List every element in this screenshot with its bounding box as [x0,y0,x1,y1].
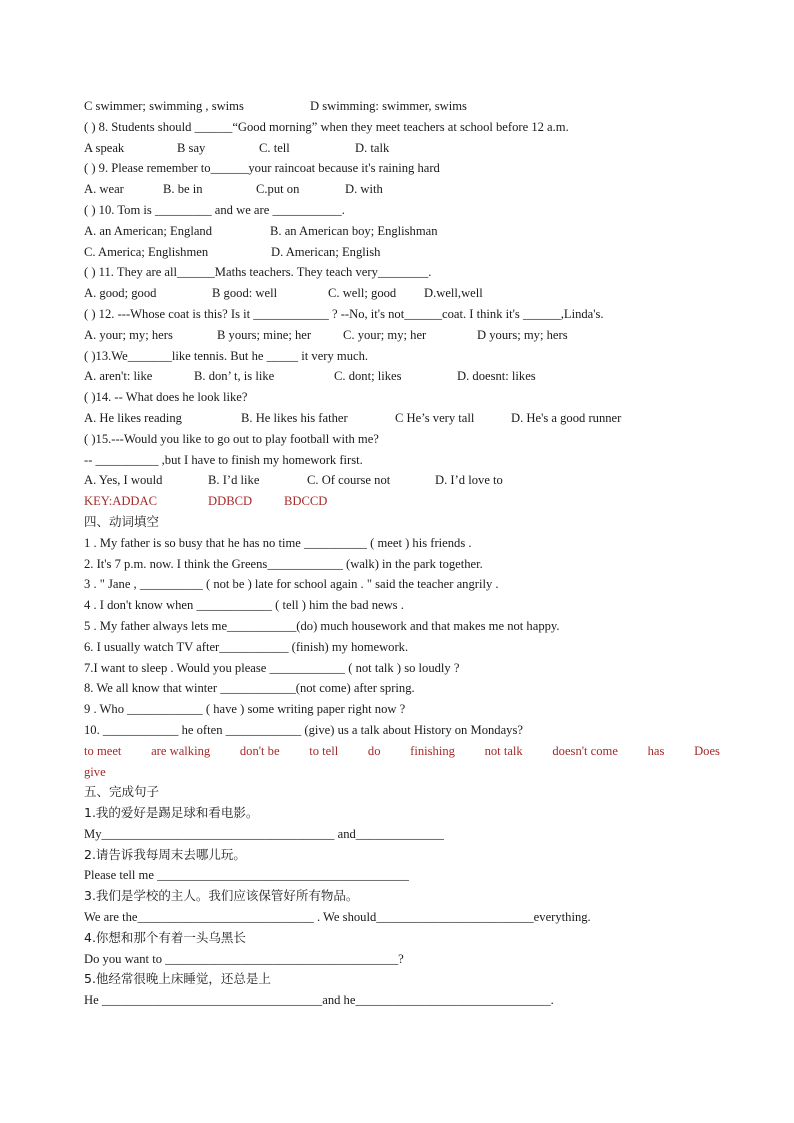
q9-options [84,179,734,200]
verb-answers [84,741,720,762]
q11-option-c: C. well; good [328,286,397,301]
verb-item: 8. We all know that winter ____________(not come) after spring. [84,681,415,696]
q13-option-c: C. dont; likes [334,369,402,384]
q10-option-b: B. an American boy; Englishman [270,223,438,238]
sentence-prompt-cn: 3.我们是学校的主人。我们应该保管好所有物品。 [84,888,359,904]
q11-options [84,283,734,304]
verb-item: 1 . My father is so busy that he has no time __________ ( meet ) his friends . [84,535,472,550]
sentence-answer-line: Do you want to _____________________________________? [84,951,404,966]
q10-options-row1 [84,221,734,242]
q13-option-b: B. don’ t, is like [194,369,275,384]
q14-options [84,408,734,429]
q8-option-b: B say [177,140,206,155]
q10-options-row2 [84,242,734,263]
verb-answer: to meet [84,743,122,758]
verb-item: 4 . I don't know when ____________ ( tell ) him the bad news . [84,598,404,613]
verb-item: 10. ____________ he often ____________ (give) us a talk about History on Mondays? [84,722,523,737]
q13-question: ( )13.We_______like tennis. But he _____ it very much. [84,348,369,363]
q9-option-a: A. wear [84,182,124,197]
verb-item: 6. I usually watch TV after___________ (finish) my homework. [84,639,409,654]
q12-option-a: A. your; my; hers [84,327,173,342]
q13-options [84,366,734,387]
q10-option-c: C. America; Englishmen [84,244,209,259]
answer-key [84,491,734,512]
q12-option-b: B yours; mine; her [217,327,312,342]
q10-option-d: D. American; English [271,244,381,259]
q14-question: ( )14. -- What does he look like? [84,390,248,405]
q11-option-b: B good: well [212,286,278,301]
q9-option-c: C.put on [256,182,300,197]
q12-option-c: C. your; my; her [343,327,427,342]
q15-question: ( )15.---Would you like to go out to play football with me? [84,431,379,446]
q9-question: ( ) 9. Please remember to______your raincoat because it's raining hard [84,161,440,176]
q12-options [84,325,734,346]
sentence-answer-line: We are the____________________________ . We should_________________________everything. [84,910,591,925]
verb-answer: not talk [484,743,523,758]
q14-option-d: D. He's a good runner [511,410,622,425]
q10-question: ( ) 10. Tom is _________ and we are ___________. [84,202,345,217]
verb-answer: finishing [410,743,455,758]
q11-option-d: D.well,well [424,286,483,301]
q15-option-b: B. I’d like [208,473,260,488]
q14-option-a: A. He likes reading [84,410,182,425]
q7-options [84,96,734,117]
q8-option-d: D. talk [355,140,390,155]
sentence-answer-line: Please tell me ________________________________________ [84,868,409,883]
sentence-answer-line: My_____________________________________ and______________ [84,826,444,841]
q10-option-a: A. an American; England [84,223,212,238]
verb-answer-wrap: give [84,764,106,779]
q15-option-a: A. Yes, I would [84,473,163,488]
sentence-prompt-cn: 1.我的爱好是踢足球和看电影。 [84,805,259,821]
q12-question: ( ) 12. ---Whose coat is this? Is it ____________ ? --No, it's not______coat. I think it's ______,Linda's. [84,306,604,321]
sentence-answer-line: He ___________________________________and he_______________________________. [84,993,554,1008]
answer-key-part: DDBCD [208,494,253,509]
verb-answer: to tell [309,743,339,758]
verb-item: 3 . " Jane , __________ ( not be ) late for school again . " said the teacher angrily . [84,577,499,592]
q9-option-d: D. with [345,182,383,197]
verb-item: 9 . Who ____________ ( have ) some writing paper right now ? [84,702,406,717]
q11-option-a: A. good; good [84,286,157,301]
q15-option-c: C. Of course not [307,473,391,488]
q8-question: ( ) 8. Students should ______“Good morning” when they meet teachers at school before 12 a.m. [84,119,569,134]
sentence-prompt-cn: 4.你想和那个有着一头乌黑长 [84,929,246,945]
sentence-prompt-cn: 2.请告诉我每周末去哪儿玩。 [84,846,246,862]
answer-key-part: BDCCD [284,494,328,509]
q8-option-c: C. tell [259,140,290,155]
verb-answer: do [367,743,381,758]
q8-option-a: A speak [84,140,125,155]
verb-answer: doesn't come [552,743,618,758]
q8-options [84,138,734,159]
q7-option-c: C swimmer; swimming , swims [84,99,244,113]
verb-answer: has [647,743,665,758]
q12-option-d: D yours; my; hers [477,327,568,342]
worksheet-content [84,96,734,1011]
q9-option-b: B. be in [163,182,203,197]
q15-option-d: D. I’d love to [435,473,503,488]
verb-answer: don't be [239,743,280,758]
q11-question: ( ) 11. They are all______Maths teachers. They teach very________. [84,265,432,280]
verb-answer: are walking [151,743,211,758]
section-4-title: 四、动词填空 [84,513,160,529]
answer-key-label: KEY:ADDAC [84,494,158,509]
section-5-title: 五、完成句子 [84,784,160,800]
q13-option-d: D. doesnt: likes [457,369,536,384]
verb-item: 2. It's 7 p.m. now. I think the Greens____________ (walk) in the park together. [84,556,483,571]
q15-reply: -- __________ ,but I have to finish my homework first. [84,452,363,467]
verb-item: 5 . My father always lets me___________(do) much housework and that makes me not happy. [84,618,560,633]
sentence-prompt-cn: 5.他经常很晚上床睡觉，还总是上 [84,971,271,987]
verb-answer: Does [694,743,720,758]
q15-options [84,470,734,491]
q14-option-b: B. He likes his father [241,410,348,425]
q7-option-d: D swimming: swimmer, swims [310,99,467,113]
verb-item: 7.I want to sleep . Would you please ____________ ( not talk ) so loudly ? [84,660,460,675]
q13-option-a: A. aren't: like [84,369,153,384]
q14-option-c: C He’s very tall [395,410,475,425]
